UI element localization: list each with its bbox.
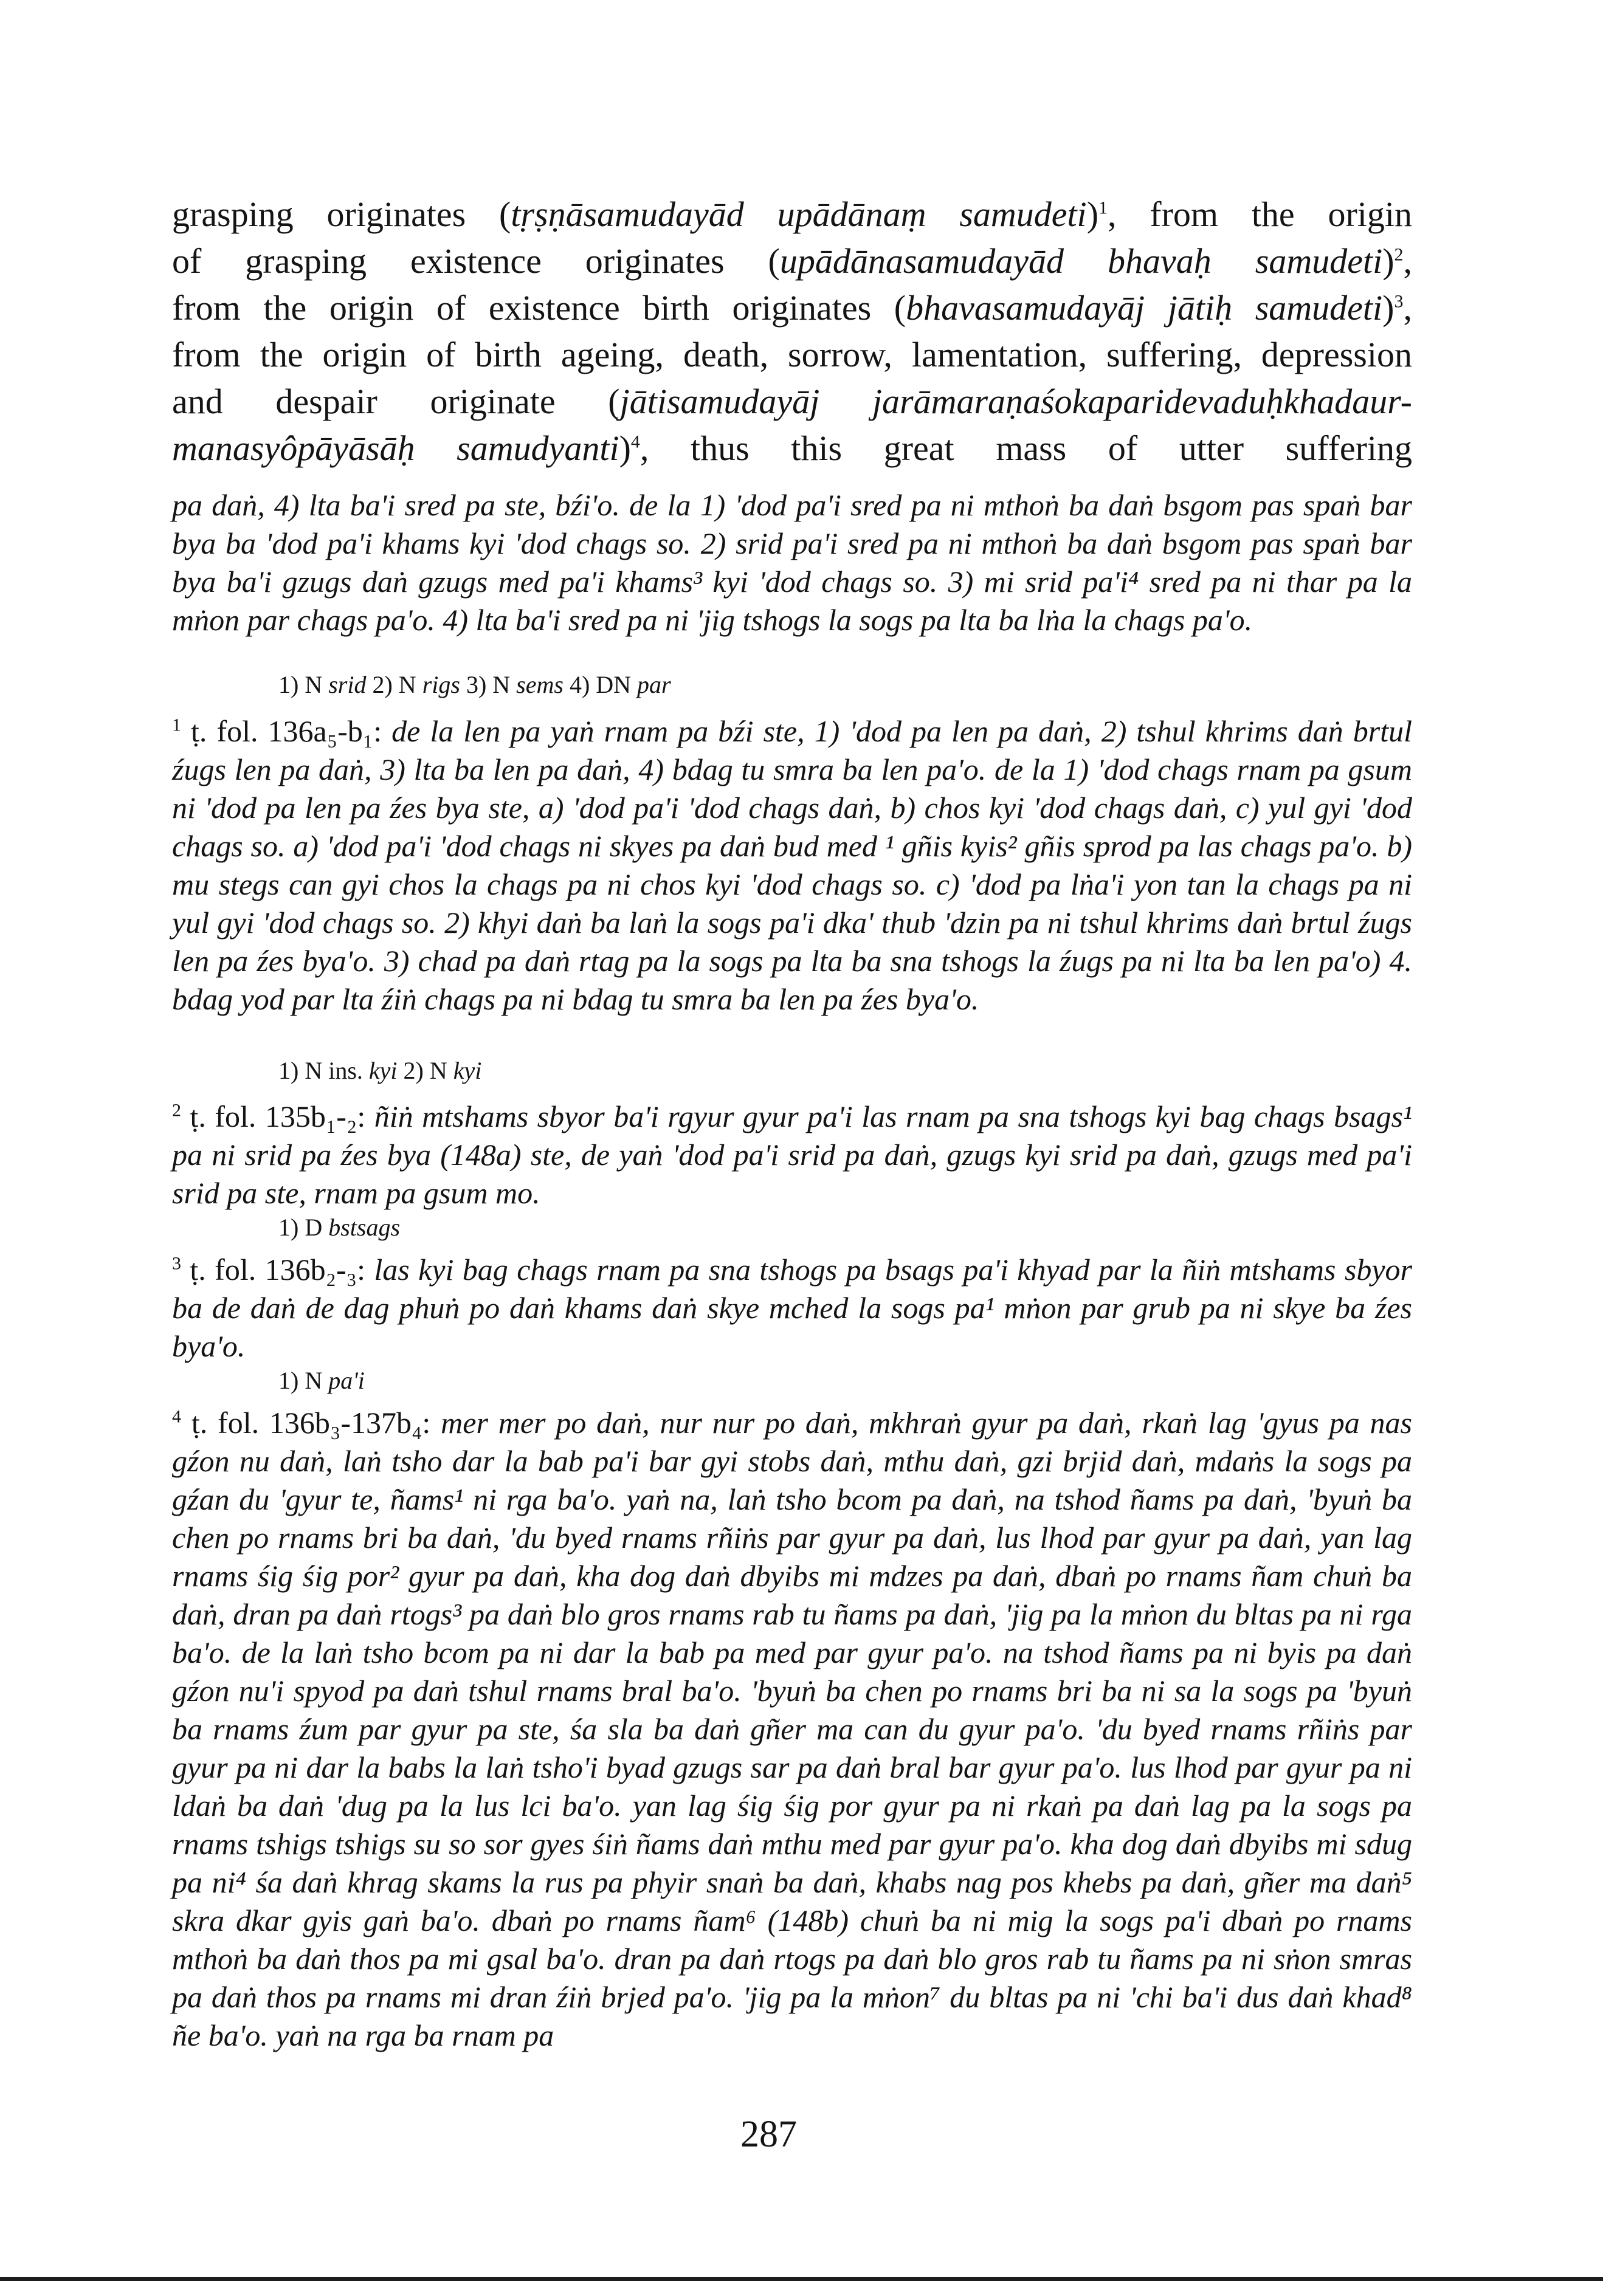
continued-note-variants: 1) N srid 2) N rigs 3) N sems 4) DN par: [278, 671, 671, 698]
footnote-variants: 1) N pa'i: [278, 1367, 365, 1394]
footnote-text: ñiṅ mtshams sbyor ba'i rgyur gyur pa'i las rnam pa sna tshogs kyi bag chags bsags¹ pa ni srid pa źes bya (148a) ste, de yaṅ 'dod pa'i srid pa daṅ, gzugs kyi srid pa daṅ, gzugs med pa'i srid pa ste, rnam pa gsum mo.: [172, 1099, 1413, 1210]
footnote-text: mer mer po daṅ, nur nur po daṅ, mkhraṅ gyur pa daṅ, rkaṅ lag 'gyus pa nas gźon nu daṅ, laṅ tsho dar la bab pa'i bar gyi stobs daṅ, mthu daṅ, gzi brjid daṅ, mdaṅs la sogs pa gźan du 'gyur te, ñams¹ ni rga ba'o. yaṅ na, laṅ tsho bcom pa daṅ, na tshod ñams pa daṅ, 'byuṅ ba chen po rnams bri ba daṅ, 'du byed rnams rñiṅs par gyur pa daṅ, lus lhod par gyur pa daṅ, yan lag rnams śig śig por² gyur pa daṅ, kha dog daṅ dbyibs mi mdzes pa daṅ, dbaṅ po rnams ñam chuṅ ba daṅ, dran pa daṅ rtogs³ pa daṅ blo gros rnams rab tu ñams pa daṅ, 'jig pa la mṅon du bltas pa ni rga ba'o. de la laṅ tsho bcom pa ni dar la bab pa med par gyur pa'o. na tshod ñams pa ni byis pa daṅ gźon nu'i spyod pa daṅ tshul rnams bral ba'o. 'byuṅ ba chen po rnams bri ba ni sa la sogs pa 'byuṅ ba rnams źum par gyur pa ste, śa sla ba daṅ gñer ma can du gyur pa'o. 'du byed rnams rñiṅs par gyur pa ni dar la babs la laṅ tsho'i byad gzugs sar pa daṅ bral bar gyur pa'o. lus lhod par gyur pa ni ldaṅ ba daṅ 'dug pa la lus lci ba'o. yan lag śig śig por gyur pa ni rkaṅ pa daṅ lag pa la sogs pa rnams tshigs tshigs su so sor gyes śiṅ ñams daṅ mthu med par gyur pa'o. kha dog daṅ dbyibs mi sdug pa ni⁴ śa daṅ khrag skams la rus pa phyir snaṅ ba daṅ, khabs nag pos khebs pa daṅ, gñer ma daṅ⁵ skra dkar gyis gaṅ ba'o. dbaṅ po rnams ñam⁶ (148b) chuṅ ba ni mig la sogs pa'i dbaṅ po rnams mthoṅ ba daṅ thos pa mi gsal ba'o. dran pa daṅ rtogs pa daṅ blo gros rab tu ñams pa ni sṅon smras pa daṅ thos pa rnams mi dran źiṅ brjed pa'o. 'jig pa la mṅon⁷ du bltas pa ni 'chi ba'i dus daṅ khad⁸ ñe ba'o. yaṅ na rga ba rnam pa: [172, 1406, 1413, 2052]
footnote-marker: 3: [172, 1253, 181, 1274]
main-text-line: of grasping existence originates (upādānasamudayād bhavaḥ samudeti)$^2$,: [172, 241, 1413, 281]
footnote-ref: ṭ. fol. 135b₁-₂:: [190, 1099, 366, 1133]
footnote-ref: ṭ. fol. 136a₅-b₁:: [191, 714, 382, 748]
footnote-marker: 1: [172, 715, 181, 735]
footnote: [172, 1098, 1412, 1212]
main-text-line: from the origin of existence birth originates (bhavasamudayāj jātiḥ samudeti)$^3$,: [172, 288, 1412, 328]
footnote-body: [172, 1251, 1412, 1366]
continued-note-text: pa daṅ, 4) lta ba'i sred pa ste, bźi'o. de la 1) 'dod pa'i sred pa ni mthoṅ ba daṅ bsgom pas spaṅ bar bya ba 'dod pa'i khams kyi 'dod chags so. 2) srid pa'i sred pa ni mthoṅ ba daṅ bsgom pas spaṅ bar bya ba'i gzugs daṅ gzugs med pa'i khams³ kyi 'dod chags so. 3) mi srid pa'i⁴ sred pa ni thar pa la mṅon par chags pa'o. 4) lta ba'i sred pa ni 'jig tshogs la sogs pa lta ba lṅa la chags pa'o.: [172, 488, 1412, 637]
main-text-line: and despair originate (jātisamudayāj jarāmaraṇaśokaparidevaduḥkhadaur-: [172, 382, 1412, 421]
footnote-body: [172, 712, 1412, 1019]
footnote-marker: 2: [172, 1100, 181, 1121]
page-number: 287: [740, 2114, 797, 2155]
footnote-text: las kyi bag chags rnam pa sna tshogs pa bsags pa'i khyad par la ñiṅ mtshams sbyor ba de daṅ de dag phuṅ po daṅ khams daṅ skye mched la sogs pa¹ mṅon par grub pa ni skye ba źes bya'o.: [172, 1253, 1412, 1363]
footnote-ref: ṭ. fol. 136b₃-137b₄:: [191, 1406, 431, 1440]
footnote-body: [172, 1098, 1412, 1212]
footnote-variants: 1) N ins. kyi 2) N kyi: [278, 1057, 482, 1084]
footnote: [172, 1251, 1412, 1366]
scan-edge-rule: [0, 2277, 1603, 2281]
main-text-line: manasyôpāyāsāḥ samudyanti)$^4$, thus this great mass of utter suffering: [172, 428, 1412, 468]
footnote: [172, 1404, 1412, 2055]
footnote-text: de la len pa yaṅ rnam pa bźi ste, 1) 'dod pa len pa daṅ, 2) tshul khrims daṅ brtul źugs len pa daṅ, 3) lta ba len pa daṅ, 4) bdag tu smra ba len pa'o. de la 1) 'dod chags rnam pa gsum ni 'dod pa len pa źes bya ste, a) 'dod pa'i 'dod chags daṅ, b) chos kyi 'dod chags daṅ, c) yul gyi 'dod chags so. a) 'dod pa'i 'dod chags ni skyes pa daṅ bud med ¹ gñis kyis² gñis sprod pa las chags pa'o. b) mu stegs can gyi chos la chags pa ni chos kyi 'dod chags so. c) 'dod pa lṅa'i yon tan la chags pa ni yul gyi 'dod chags so. 2) khyi daṅ ba laṅ la sogs pa'i dka' thub 'dzin pa ni tshul khrims daṅ brtul źugs len pa źes bya'o. 3) chad pa daṅ rtag pa la sogs pa lta ba sna tshogs la źugs pa ni lta ba len pa'o) 4. bdag yod par lta źiṅ chags pa ni bdag tu smra ba len pa źes bya'o.: [172, 714, 1413, 1016]
main-text-line: grasping originates (tṛṣṇāsamudayād upādānaṃ samudeti)$^1$, from the origin: [172, 194, 1412, 234]
continued-note: [172, 486, 1412, 639]
main-text-line: from the origin of birth ageing, death, sorrow, lamentation, suffering, depression: [172, 335, 1412, 374]
main-text: [172, 191, 1412, 472]
footnote: [172, 712, 1412, 1019]
footnote-marker: 4: [172, 1406, 181, 1427]
footnote-ref: ṭ. fol. 136b₂-₃:: [190, 1253, 366, 1287]
footnote-body: [172, 1404, 1412, 2055]
footnote-variants: 1) D bstsags: [278, 1214, 401, 1241]
